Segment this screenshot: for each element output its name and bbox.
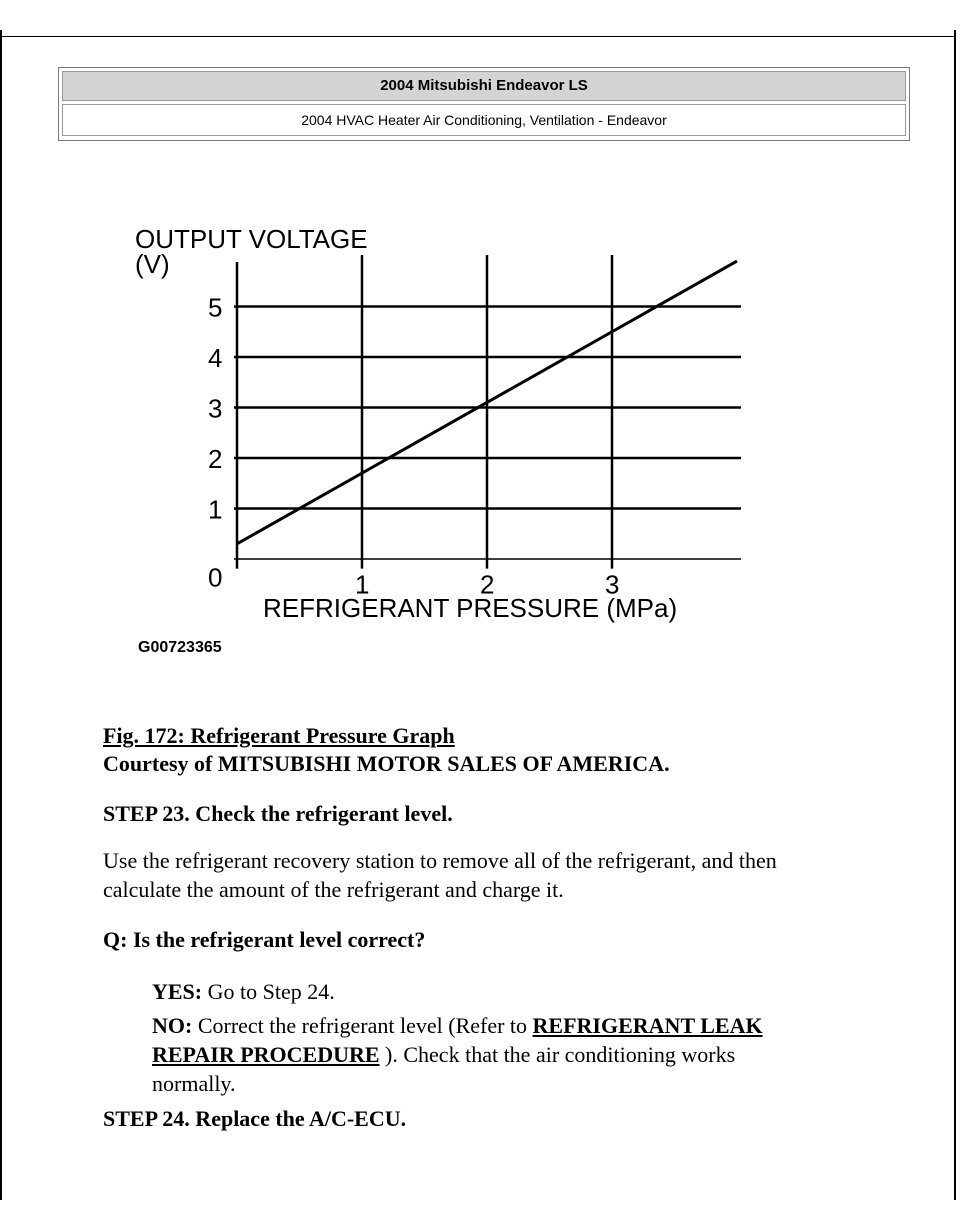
header-title: 2004 Mitsubishi Endeavor LS <box>62 71 906 101</box>
yes-label: YES: <box>152 979 203 1004</box>
page-left-rule <box>0 30 2 1200</box>
figure-caption <box>103 722 455 750</box>
no-label: NO: <box>152 1013 193 1038</box>
y-tick-label-5: 5 <box>208 292 223 323</box>
no-text-post: ). Check that the air conditioning works <box>379 1042 736 1067</box>
step23-question: Q: Is the refrigerant level correct? <box>103 927 426 952</box>
x-axis-label: REFRIGERANT PRESSURE (MPa) <box>263 593 678 623</box>
x-tick-label-2: 2 <box>480 569 495 600</box>
y-tick-label-2: 2 <box>208 444 223 474</box>
page-right-rule <box>954 30 956 1200</box>
answer-no-line1 <box>152 1012 763 1040</box>
page-top-rule <box>0 36 956 37</box>
step23-body-line1: Use the refrigerant recovery station to remove all of the refrigerant, and then <box>103 848 777 873</box>
step23-body-line2: calculate the amount of the refrigerant and charge it. <box>103 877 564 902</box>
y-tick-label-4: 4 <box>208 343 223 373</box>
refrigerant-leak-link[interactable]: REFRIGERANT LEAK <box>532 1013 763 1038</box>
x-tick-label-3: 3 <box>605 569 620 600</box>
x-tick-label-1: 1 <box>355 569 370 600</box>
y-tick-label-3: 3 <box>208 393 223 424</box>
y-tick-label-0: 0 <box>208 562 223 593</box>
step23-heading: STEP 23. Check the refrigerant level. <box>103 801 453 826</box>
step24-heading: STEP 24. Replace the A/C-ECU. <box>103 1106 407 1131</box>
repair-procedure-link[interactable]: REPAIR PROCEDURE <box>152 1042 380 1067</box>
answer-yes <box>152 978 335 1006</box>
figure-courtesy: Courtesy of MITSUBISHI MOTOR SALES OF AMERICA. <box>103 751 670 776</box>
y-axis-label-line2: (V) <box>135 249 170 279</box>
document-header <box>58 67 910 141</box>
yes-text: Go to Step 24. <box>202 979 335 1004</box>
header-subtitle: 2004 HVAC Heater Air Conditioning, Ventilation - Endeavor <box>62 104 906 136</box>
y-tick-label-1: 1 <box>208 494 223 525</box>
pressure-voltage-chart <box>100 160 770 705</box>
answer-no-line2 <box>152 1041 735 1069</box>
no-text-pre: Correct the refrigerant level (Refer to <box>192 1013 533 1038</box>
figure-id: G00723365 <box>138 639 222 656</box>
y-axis-label-line1: OUTPUT VOLTAGE <box>135 224 368 254</box>
answer-no-line3: normally. <box>152 1071 236 1096</box>
figure-caption-label: Fig. 172: Refrigerant Pressure Graph <box>103 723 455 748</box>
refrigerant-pressure-figure <box>100 160 770 705</box>
